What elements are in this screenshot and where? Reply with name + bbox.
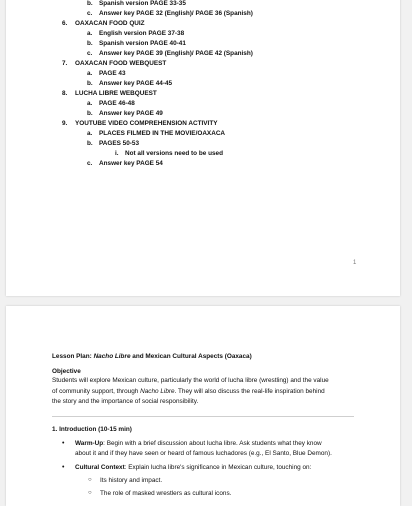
outline-item-number: i.: [115, 150, 119, 157]
outline-item-text: LUCHA LIBRE WEBQUEST: [75, 90, 157, 97]
outline-item-text: PLACES FILMED IN THE MOVIE/OAXACA: [99, 130, 226, 137]
objective-line-1: Students will explore Mexican culture, particularly the world of lucha libre (wrestling) and the value: [52, 377, 329, 384]
outline-item-text: Answer key PAGE 54: [99, 160, 163, 167]
objective-line-2: [52, 387, 325, 396]
outline-item-number: a.: [87, 70, 93, 77]
sub-point-masked-wrestlers: The role of masked wrestlers as cultural icons.: [100, 490, 232, 497]
objective-line-3: the story and the importance of social responsibility.: [52, 398, 199, 405]
outline-item-number: 9.: [62, 120, 68, 127]
outline-item-number: 7.: [62, 60, 68, 67]
outline-item-number: a.: [87, 30, 93, 37]
hollow-bullet-icon: ○: [88, 477, 92, 483]
section-introduction-heading: 1. Introduction (10-15 min): [52, 426, 132, 433]
outline-item-number: b.: [87, 0, 93, 7]
page-number: 1: [353, 260, 357, 266]
objective-line-2-italic: Nacho Libre: [140, 388, 175, 395]
outline-item-number: b.: [87, 140, 93, 147]
outline-item-text: OAXACAN FOOD WEBQUEST: [75, 60, 167, 67]
title-prefix: Lesson Plan:: [52, 353, 94, 360]
outline-item-text: Answer key PAGE 32 (English)/ PAGE 36 (Spanish): [99, 10, 253, 17]
warmup-label: Warm-Up: [75, 440, 104, 447]
outline-item-text: Answer key PAGE 49: [99, 110, 163, 117]
outline-item-number: a.: [87, 130, 93, 137]
title-suffix: and Mexican Cultural Aspects (Oaxaca): [130, 353, 252, 360]
warmup-text: : Begin with a brief discussion about lucha libre. Ask students what they know: [103, 440, 322, 447]
outline-item-number: 8.: [62, 90, 68, 97]
outline-item-number: c.: [87, 50, 93, 57]
warmup-line-1: [75, 439, 322, 448]
outline-item-text: Answer key PAGE 44-45: [99, 80, 173, 87]
outline-item-number: a.: [87, 100, 93, 107]
cultural-context-text: : Explain lucha libre's significance in Mexican culture, touching on:: [124, 464, 312, 471]
outline-item-number: b.: [87, 80, 93, 87]
objective-heading: Objective: [52, 368, 81, 375]
outline-item-number: c.: [87, 160, 93, 167]
cultural-context-line: [75, 463, 311, 472]
bullet-icon: •: [62, 464, 65, 471]
outline-item-number: 6.: [62, 20, 68, 27]
sub-point-history: Its history and impact.: [100, 477, 163, 484]
document-page-2: [6, 306, 400, 506]
objective-line-2-suffix: . They will also discuss the real-life inspiration behind: [174, 388, 325, 395]
outline-item-text: YOUTUBE VIDEO COMPREHENSION ACTIVITY: [75, 120, 218, 127]
outline-item-text: PAGE 46-48: [99, 100, 135, 107]
outline-item-text: PAGE 43: [99, 70, 126, 77]
outline-item-number: b.: [87, 40, 93, 47]
outline-item-text: Spanish version PAGE 33-35: [99, 0, 186, 7]
outline-item-text: Spanish version PAGE 40-41: [99, 40, 186, 47]
outline-item-text: OAXACAN FOOD QUIZ: [75, 20, 145, 27]
title-italic: Nacho Libre: [93, 353, 131, 360]
document-page-1: [6, 0, 400, 296]
cultural-context-label: Cultural Context: [75, 464, 125, 471]
objective-line-2-prefix: of community support, through: [52, 388, 141, 395]
outline-item-text: Answer key PAGE 39 (English)/ PAGE 42 (Spanish): [99, 50, 253, 57]
warmup-line-2: about it and if they have seen or heard of famous luchadores (e.g., El Santo, Blue Demon).: [75, 450, 332, 457]
horizontal-rule: [52, 416, 354, 417]
outline-item-text: PAGES 50-53: [99, 140, 140, 147]
outline-item-number: b.: [87, 110, 93, 117]
outline-item-text: Not all versions need to be used: [125, 150, 224, 157]
outline-item-number: c.: [87, 10, 93, 17]
outline-item-text: English version PAGE 37-38: [99, 30, 185, 37]
lesson-plan-title: [52, 352, 252, 361]
hollow-bullet-icon: ○: [88, 490, 92, 496]
bullet-icon: •: [62, 440, 65, 447]
